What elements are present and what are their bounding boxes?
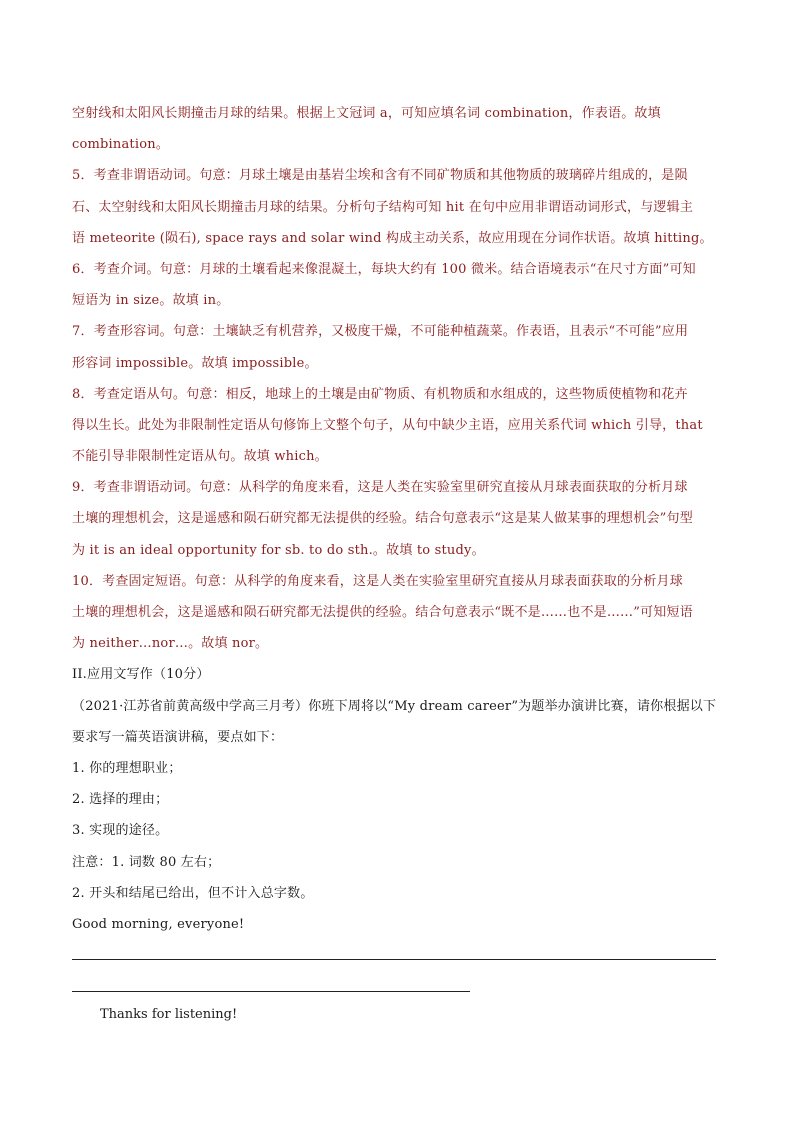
answer-line: 不能引导非限制性定语从句。故填 which。 [72, 449, 328, 465]
answer-line: 8．考查定语从句。句意：相反，地球上的土壤是由矿物质、有机物质和水组成的，这些物质使植物和花卉 [72, 386, 688, 402]
answer-line: 为 neither…nor…。故填 nor。 [72, 636, 269, 652]
requirement-point: 3. 实现的途径。 [72, 823, 169, 839]
answer-line: 10．考查固定短语。句意：从科学的角度来看，这是人类在实验室里研究直接从月球表面获取的分析月球 [72, 573, 683, 589]
answer-line: 石、太空射线和太阳风长期撞击月球的结果。分析句子结构可知 hit 在句中应用非谓语动词形式，与逻辑主 [72, 199, 694, 215]
answer-blank-line-short[interactable] [72, 991, 470, 992]
answer-line: 9．考查非谓语动词。句意：从科学的角度来看，这是人类在实验室里研究直接从月球表面获取的分析月球 [72, 480, 688, 496]
answer-line: 土壤的理想机会，这是遥感和陨石研究都无法提供的经验。结合句意表示“既不是……也不是……”可知短语 [72, 605, 693, 620]
answer-line: 7．考查形容词。句意：土壤缺乏有机营养，又极度干燥，不可能种植蔬菜。作表语，且表示“不可能”应用 [72, 324, 689, 340]
answer-line: 短语为 in size。故填 in。 [72, 293, 230, 309]
answer-line: combination。 [72, 137, 170, 153]
note-line: 注意：1. 词数 80 左右； [72, 854, 221, 870]
prompt-line: （2021·江苏省前黄高级中学高三月考）你班下周将以“My dream career”为题举办演讲比赛，请你根据以下 [72, 698, 717, 714]
document-content [72, 98, 724, 940]
answer-line: 土壤的理想机会，这是遥感和陨石研究都无法提供的经验。结合句意表示“这是某人做某事的理想机会”句型 [72, 511, 693, 527]
answer-blank-line[interactable] [72, 959, 716, 960]
prompt-line: 要求写一篇英语演讲稿，要点如下： [72, 729, 284, 745]
section-title: II.应用文写作（10分） [72, 667, 210, 683]
requirement-point: 2. 选择的理由； [72, 792, 169, 808]
answer-line: 为 it is an ideal opportunity for sb. to do sth.。故填 to study。 [72, 542, 485, 558]
answer-line: 得以生长。此处为非限制性定语从句修饰上文整个句子，从句中缺少主语，应用关系代词 which 引导，that [72, 417, 703, 433]
requirement-point: 1. 你的理想职业； [72, 760, 182, 776]
closing-line: Thanks for listening! [100, 1007, 238, 1022]
answer-line: 语 meteorite (陨石), space rays and solar wind 构成主动关系，故应用现在分词作状语。故填 hitting。 [72, 230, 713, 246]
answer-line: 6．考查介词。句意：月球的土壤看起来像混凝土，每块大约有 100 微米。结合语境表示“在尺寸方面”可知 [72, 261, 696, 277]
opening-line: Good morning, everyone! [72, 916, 245, 932]
note-line: 2. 开头和结尾已给出，但不计入总字数。 [72, 885, 314, 901]
answer-line: 空射线和太阳风长期撞击月球的结果。根据上文冠词 a，可知应填名词 combination，作表语。故填 [72, 106, 661, 121]
answer-line: 形容词 impossible。故填 impossible。 [72, 355, 318, 371]
answer-line: 5．考查非谓语动词。句意：月球土壤是由基岩尘埃和含有不同矿物质和其他物质的玻璃碎片组成的，是陨 [72, 168, 688, 184]
